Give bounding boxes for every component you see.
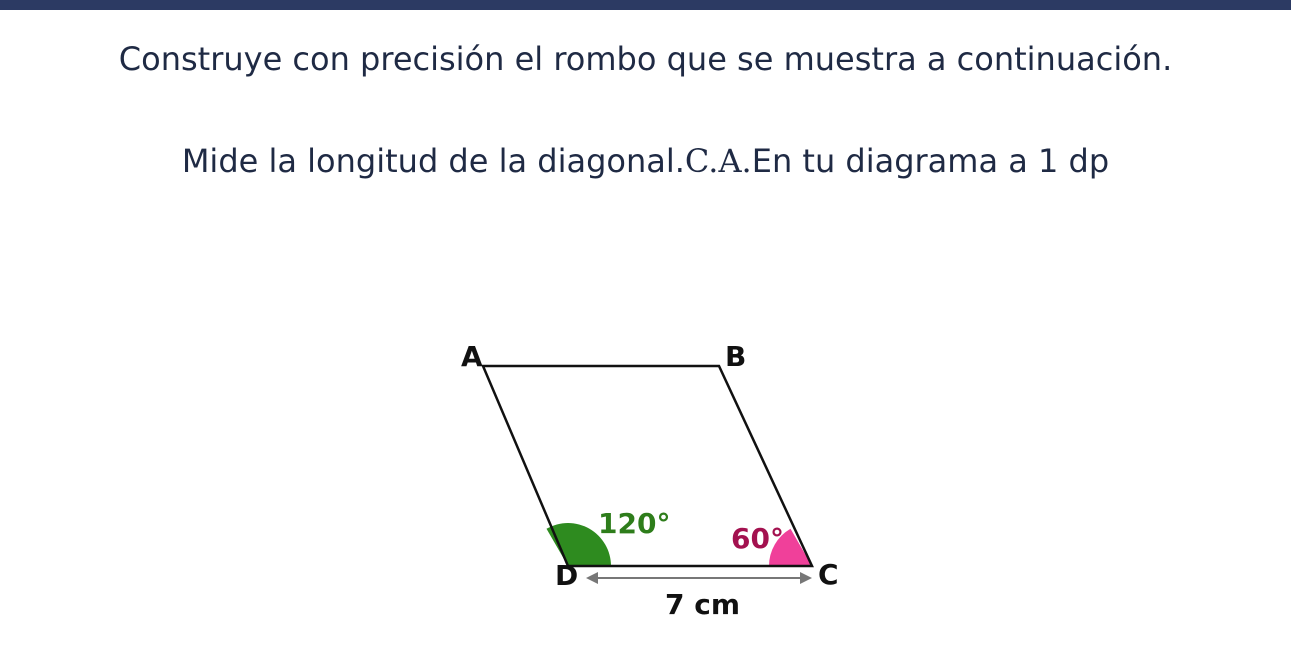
vertex-label-a: A [461,340,483,373]
vertex-label-d: D [555,559,579,592]
dimension-arrow-right-icon [800,572,812,584]
question-line-2-text: Mide la longitud de la diagonal. [181,142,685,180]
angle-label-c: 60° [731,522,784,555]
vertex-label-b: B [725,340,747,373]
diagonal-name: C.A. [684,142,752,180]
vertex-label-c: C [818,558,839,591]
side-length-label: 7 cm [665,588,741,621]
angle-label-d: 120° [598,507,671,540]
question-line-1: Construye con precisión el rombo que se muestra a continuación. [118,40,1173,78]
dimension-arrow-left-icon [586,572,598,584]
question-line-2-rest: En tu diagrama a 1 dp [751,142,1110,180]
